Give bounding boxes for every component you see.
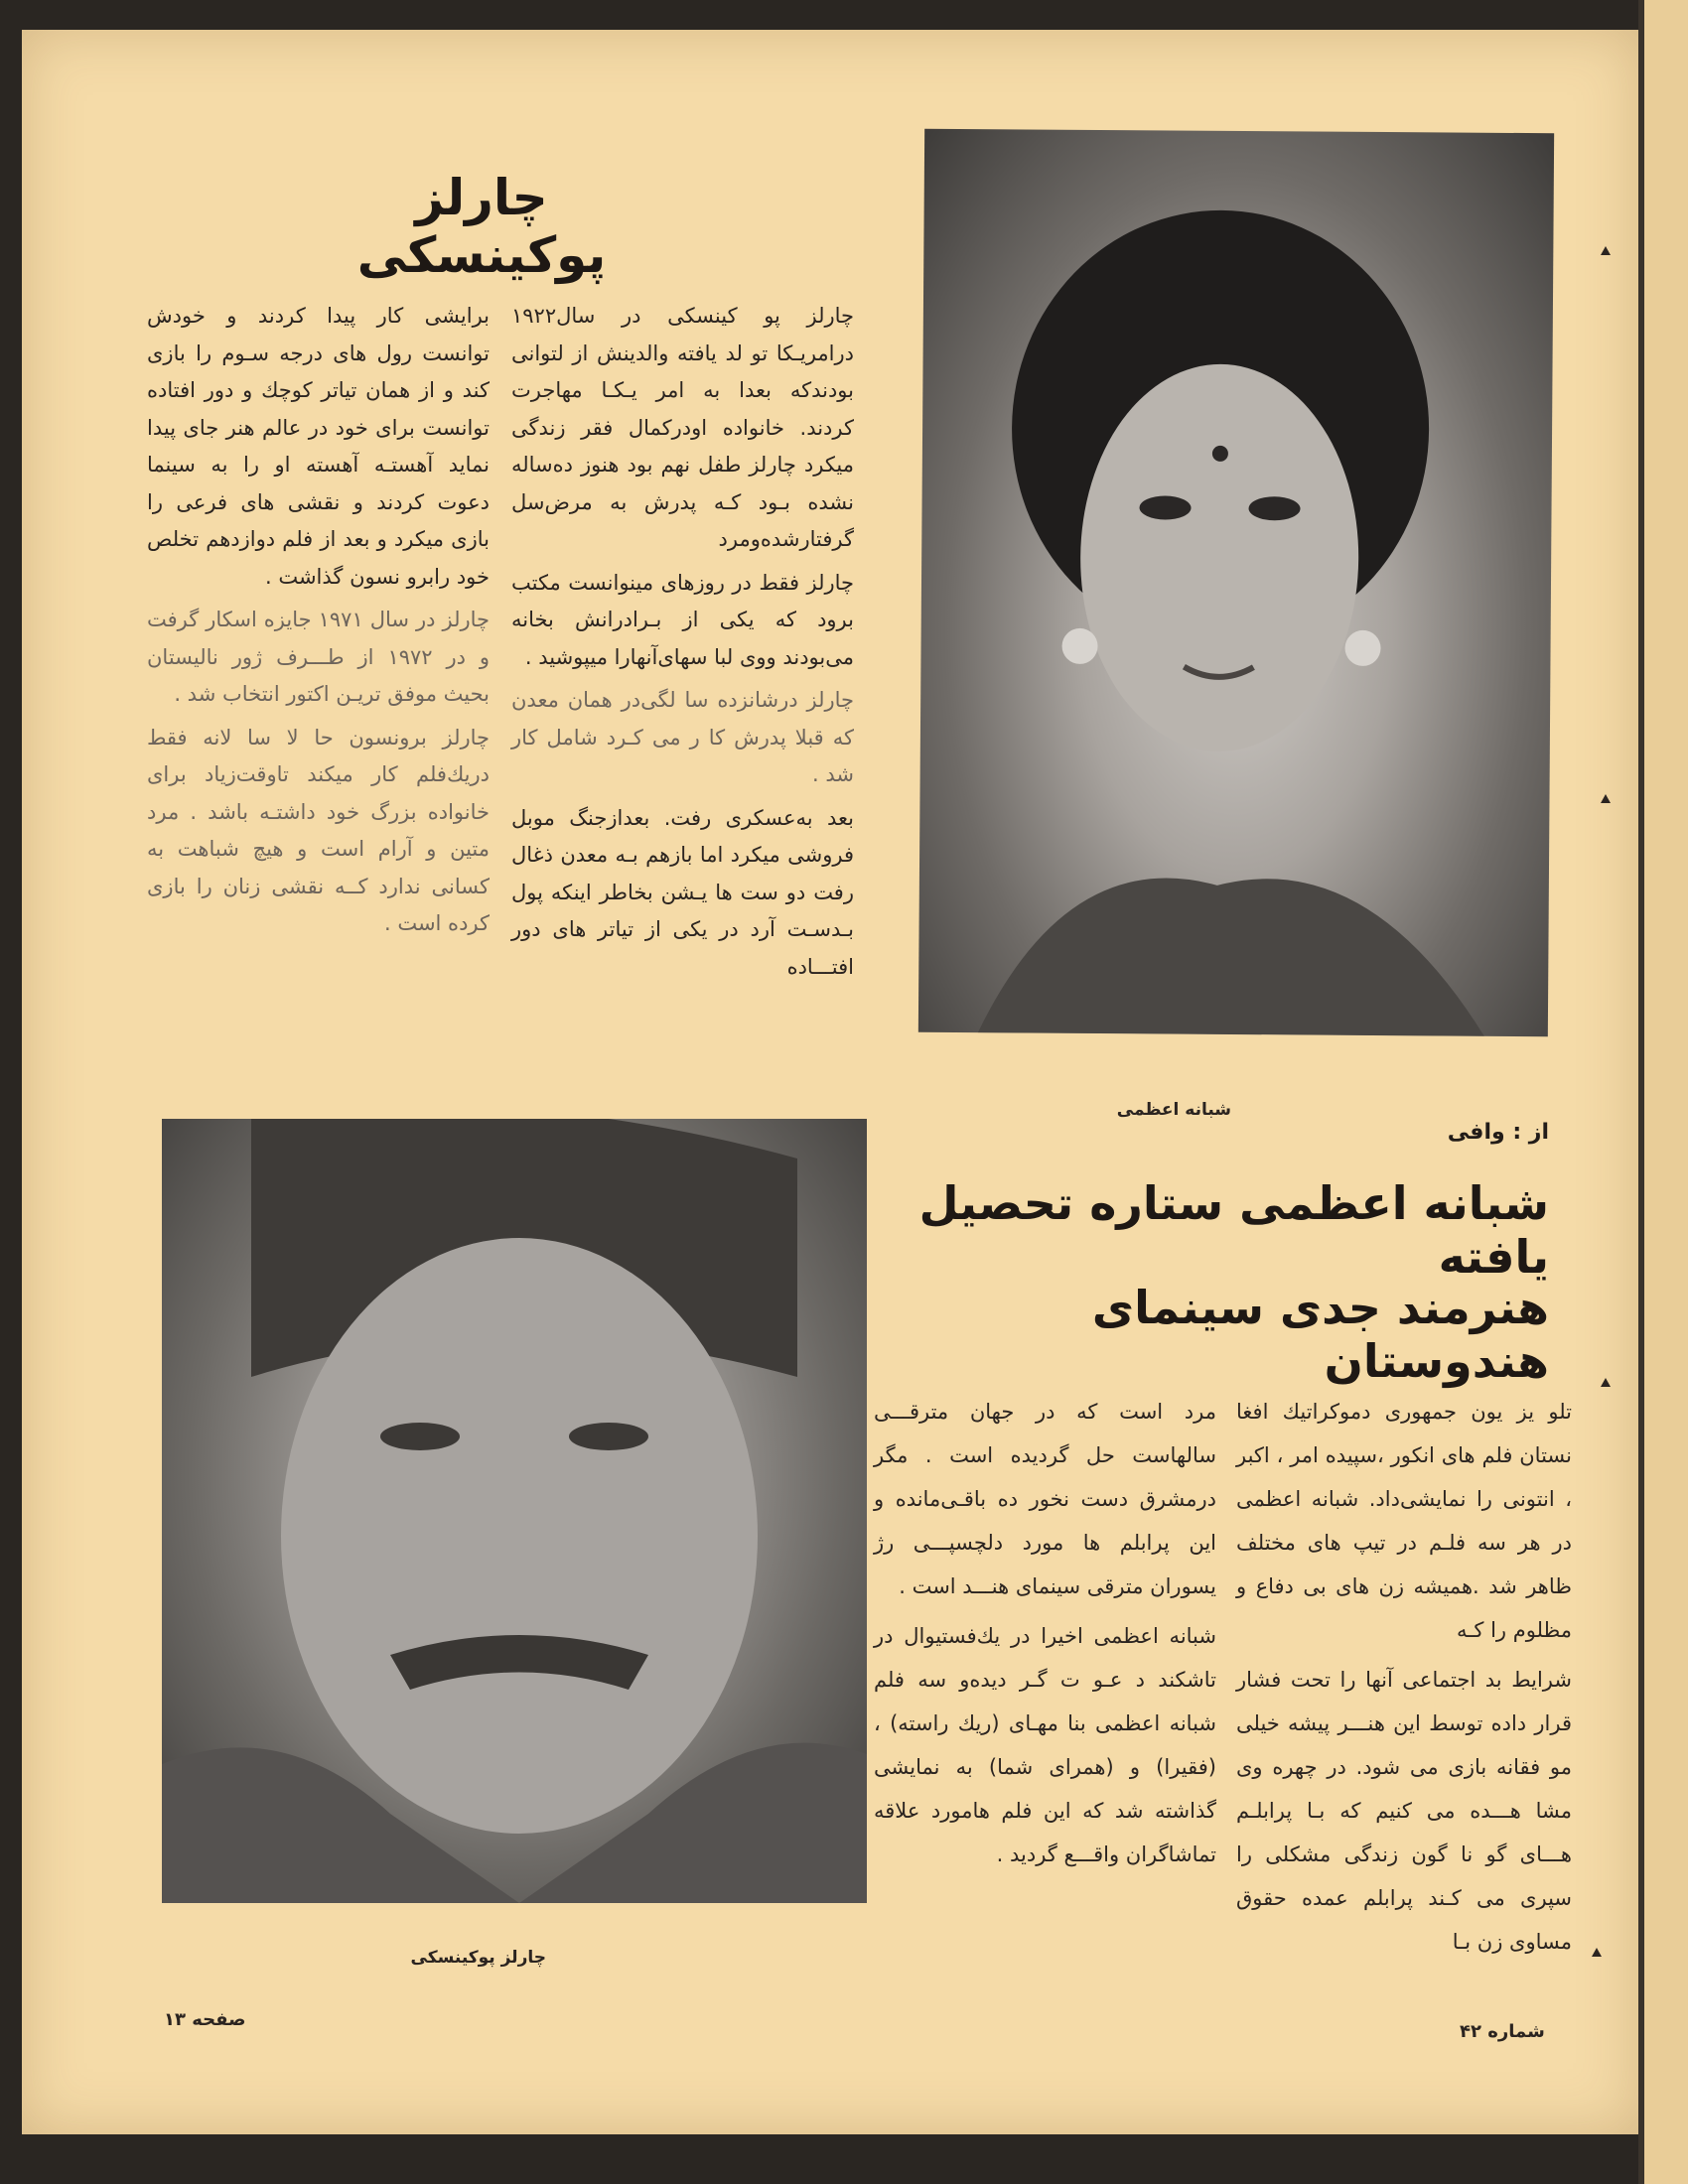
paragraph: تلو یز یون جمهوری دموکراتیك افغا نستان فلم های انکور ،سپیده امر ، اکبر ، انتونی را نمایشی‌داد. شبانه اعظمی در هر سه فلـم در تیپ های مختلف ظاهر شد .همیشه زن های بی دفاع و مظلوم را کـه xyxy=(1236,1400,1572,1642)
issue-number: شماره ۴۲ xyxy=(1460,2021,1545,2042)
margin-mark xyxy=(1592,1948,1602,1957)
charles-photo-caption: چارلز پوکینسکی xyxy=(410,1948,546,1968)
margin-mark xyxy=(1601,1378,1611,1387)
paragraph: چارلز در سال ۱۹۷۱ جایزه اسکار گرفت و در ۱۹۷۲ از طـــرف ژور نالیستان بحیث موفق تریـن اکتور انتخاب شد . xyxy=(147,608,491,706)
charles-column-right xyxy=(511,298,854,992)
shabana-photo-caption: شبانه اعظمی xyxy=(1116,1100,1231,1120)
paragraph: چارلز فقط در روزهای مینوانست مکتب برود که یکی از بـرادرانش بخانه می‌بودند ووی لبا سهای‌آنهارا میپوشید . xyxy=(511,570,854,669)
charles-column-left xyxy=(147,298,490,949)
paragraph: شرایط بد اجتماعی آنها را تحت فشار قرار داده توسط این هنـــر پیشه خیلی مو فقانه بازی می شود. در چهره وی مشا هـــده می کنیم که بـا پرابلـم هـــای گو نا گون زندگی مشکلی را سپری می کـند پرابلم عمده حقوق مساوی زن بـا xyxy=(1236,1668,1572,1954)
headline-line-2: هنرمند جدی سینمای هندوستان xyxy=(1091,1281,1549,1388)
shabana-column-right xyxy=(1236,1390,1572,1970)
paragraph: چارلز پو کینسکی در سال۱۹۲۲ درامریـکا تو لد یافته والدینش از لتوانی بودندکه بعدا به امر یـکـا مهاجرت کردند. خانواده اودرکمال فقر زندگی میکرد چارلز طفل نهم بود هنوز ده‌ساله نشده بـود کـه پدرش به مرض‌سل گرفتارشده‌ومرد xyxy=(511,304,854,551)
portrait-illustration xyxy=(162,1119,867,1903)
headline-line-1: شبانه اعظمی ستاره تحصیل یافته xyxy=(918,1176,1549,1284)
margin-mark xyxy=(1601,246,1611,255)
paragraph: بعد به‌عسکری رفت. بعدازجنگ موبل فروشی میکرد اما بازهم بـه معدن ذغال رفت دو ست ها یـشن بخاطر اینکه پول بـدسـت آرد در یکی از تیاتر های دور افتـــاده xyxy=(511,805,854,979)
charles-article-title: چارلز پوکینسکی xyxy=(356,169,607,284)
byline: از : وافی xyxy=(1447,1120,1549,1145)
next-page-edge xyxy=(1638,0,1688,2184)
shabana-azmi-photo xyxy=(918,129,1554,1036)
charles-photo xyxy=(162,1119,867,1903)
shabana-column-left xyxy=(874,1390,1216,1882)
paragraph: چارلز درشانزده سا لگی‌در همان معدن که قبلا پدرش کا ر می کـرد شامل کار شد . xyxy=(511,688,854,786)
page-number: صفحه ۱۳ xyxy=(164,2009,246,2030)
margin-mark xyxy=(1601,794,1611,803)
paragraph: مرد است که در جهان مترقـــی سالهاست حل گردیده است . مگر درمشرق دست نخور ده باقـی‌مانده و این پرابلم ها مورد دلچسپـــی رژ یسوران مترقی سینمای هنـــد است . xyxy=(874,1400,1216,1598)
paragraph: شبانه اعظمی اخیرا در یك‌فستیوال در تاشکند د عـو ت گـر دیده‌و سه فلم شبانه اعظمی بنا مهـای (ریك راسته) ، (فقیرا) و (همرای شما) به نمایشی گذاشته شد که این فلم هامورد علاقه تماشاگران واقـــع گردید . xyxy=(874,1624,1216,1866)
paragraph: چارلز برونسون حا لا سا لانه فقط دریك‌فلم کار میکند تاوقت‌زیاد برای خانواده بزرگ خود داشتـه باشد . مرد متین و آرام است و هیچ شباهت به کسانی ندارد کــه نقشی زنان را بازی کرده است . xyxy=(147,725,490,935)
paragraph: برایشی کار پیدا کردند و خودش توانست رول های درجه سـوم را بازی کند و از همان تیاتر کوچك و دور افتاده توانست برای خود در عالم هنر جای پیدا نماید آهستـه آهسته او را به سینما دعوت کردند و نقشی های فرعی را بازی میکرد و بعد از فلم دوازدهم تخلص خود رابرو نسون گذاشت . xyxy=(147,304,490,589)
portrait-illustration xyxy=(918,129,1554,1036)
